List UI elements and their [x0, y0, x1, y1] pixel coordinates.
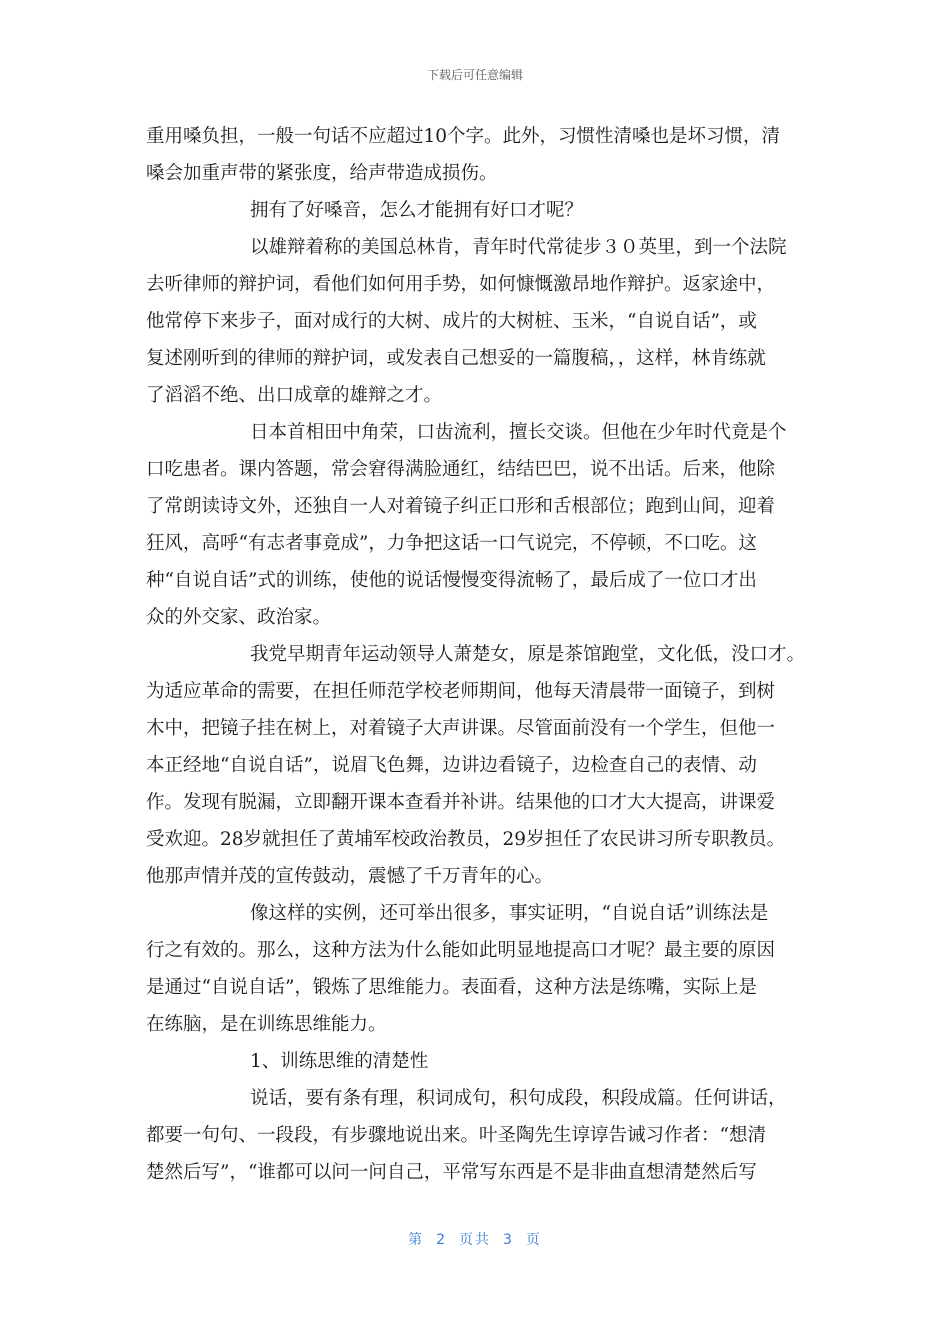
- total-page-number: 3: [503, 1232, 514, 1248]
- text-line: 为适应革命的需要，在担任师范学校老师期间，他每天清晨带一面镜子，到树: [146, 681, 776, 702]
- text-line: 拥有了好嗓音，怎么才能拥有好口才呢？: [250, 200, 584, 221]
- footer-prefix: 第: [408, 1232, 425, 1248]
- text-line: 木中，把镜子挂在树上，对着镜子大声讲课。尽管面前没有一个学生，但他一: [146, 718, 776, 739]
- footer-suffix: 页: [525, 1232, 542, 1248]
- text-line: 以雄辩着称的美国总林肯，青年时代常徒步３０英里，到一个法院: [250, 237, 787, 258]
- text-line: 是通过“自说自话”，锻炼了思维能力。表面看，这种方法是练嘴，实际上是: [146, 977, 757, 998]
- text-line: 他常停下来步子，面对成行的大树、成片的大树桩、玉米，“自说自话”，或: [146, 311, 757, 332]
- text-line: 本正经地“自说自话”，说眉飞色舞，边讲边看镜子，边检查自己的表情、动: [146, 755, 757, 776]
- text-line: 去听律师的辩护词，看他们如何用手势，如何慷慨激昂地作辩护。返家途中，: [146, 274, 776, 295]
- text-line: 行之有效的。那么，这种方法为什么能如此明显地提高口才呢？最主要的原因: [146, 940, 776, 961]
- text-line: 了滔滔不绝、出口成章的雄辩之才。: [146, 385, 443, 406]
- text-line: 嗓会加重声带的紧张度，给声带造成损伤。: [146, 163, 498, 184]
- text-line: 作。发现有脱漏，立即翻开课本查看并补讲。结果他的口才大大提高，讲课爱: [146, 792, 776, 813]
- text-line: 众的外交家、政治家。: [146, 607, 332, 628]
- text-line: 在练脑，是在训练思维能力。: [146, 1014, 387, 1035]
- text-line: 了常朗读诗文外，还独自一人对着镜子纠正口形和舌根部位；跑到山间，迎着: [146, 496, 776, 517]
- document-body: [146, 118, 810, 1191]
- text-line: 他那声情并茂的宣传鼓动，震憾了千万青年的心。: [146, 866, 554, 887]
- text-line: 像这样的实例，还可举出很多，事实证明，“自说自话”训练法是: [250, 903, 769, 924]
- section-heading: 1、训练思维的清楚性: [250, 1051, 429, 1072]
- text-line: 受欢迎。28岁就担任了黄埔军校政治教员，29岁担任了农民讲习所专职教员。: [146, 829, 786, 850]
- text-line: 重用嗓负担，一般一句话不应超过10个字。此外，习惯性清嗓也是坏习惯，清: [146, 126, 781, 147]
- text-line: 都要一句句、一段段，有步骤地说出来。叶圣陶先生谆谆告诫习作者：“想清: [146, 1125, 766, 1146]
- text-line: 楚然后写”，“谁都可以问一问自己，平常写东西是不是非曲直想清楚然后写: [146, 1162, 757, 1183]
- text-line: 说话，要有条有理，积词成句，积句成段，积段成篇。任何讲话，: [250, 1088, 787, 1109]
- text-line: 狂风，高呼“有志者事竟成”，力争把这话一口气说完，不停顿，不口吃。这: [146, 533, 757, 554]
- text-line: 口吃患者。课内答题，常会窘得满脸通红，结结巴巴，说不出话。后来，他除: [146, 459, 776, 480]
- text-line: 复述刚听到的律师的辩护词，或发表自己想妥的一篇腹稿，，这样，林肯练就: [146, 348, 766, 369]
- text-line: 种“自说自话”式的训练，使他的说话慢慢变得流畅了，最后成了一位口才出: [146, 570, 757, 591]
- page-footer: [0, 1229, 950, 1249]
- footer-middle: 页共: [459, 1232, 491, 1248]
- text-line: 我党早期青年运动领导人萧楚女，原是茶馆跑堂，文化低，没口才。: [250, 644, 806, 665]
- text-line: 日本首相田中角荣，口齿流利，擅长交谈。但他在少年时代竟是个: [250, 422, 787, 443]
- page-header: 下载后可任意编辑: [426, 68, 523, 82]
- current-page-number: 2: [436, 1232, 447, 1248]
